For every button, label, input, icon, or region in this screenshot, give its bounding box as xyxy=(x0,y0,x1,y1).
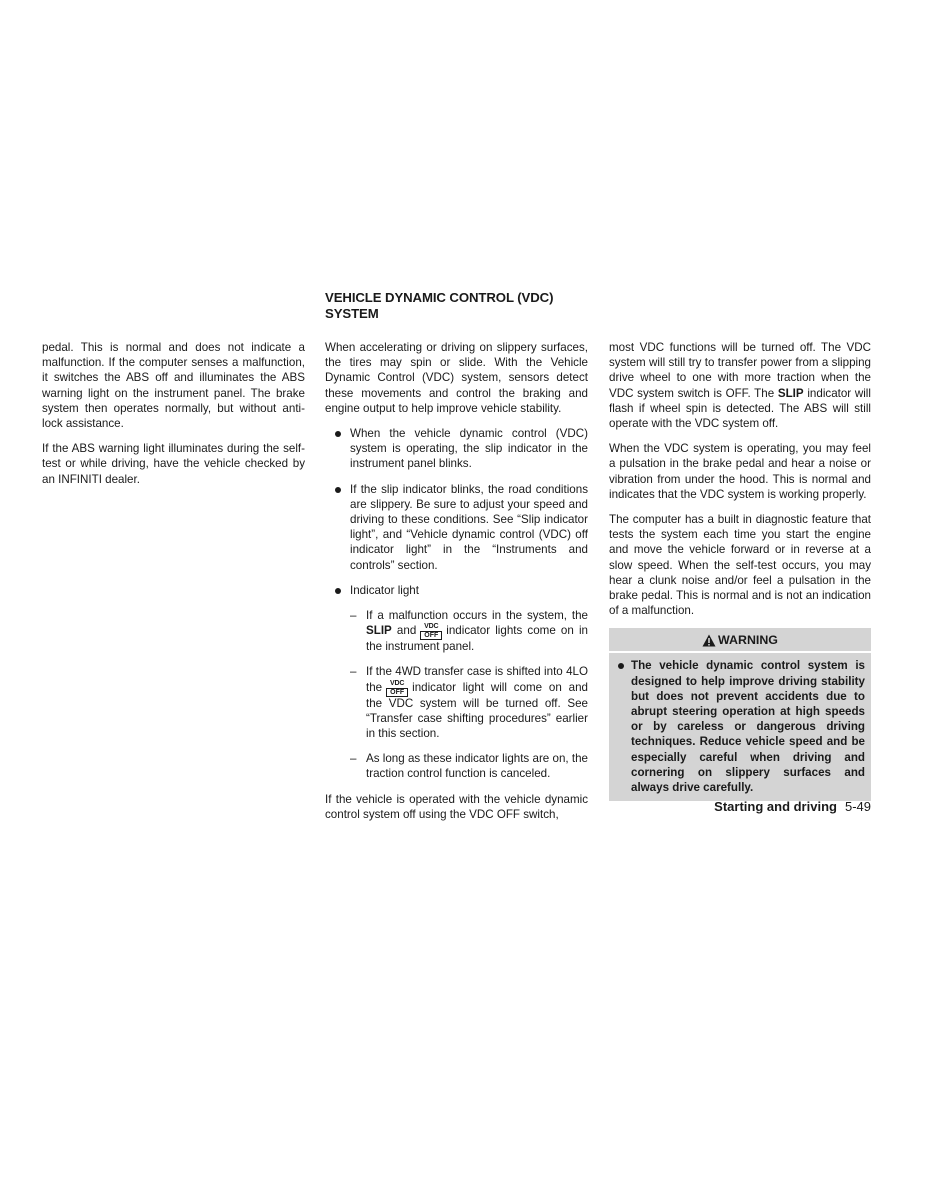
vdc-icon-label: VDC xyxy=(424,623,439,631)
off-icon-label: OFF xyxy=(420,631,442,640)
warning-box xyxy=(609,628,871,801)
sub-item-text: If a malfunction occurs in the system, the xyxy=(366,609,588,623)
sub-list-item xyxy=(350,751,588,781)
dash-marker: – xyxy=(350,665,357,679)
paragraph-vdc-intro: When accelerating or driving on slippery surfaces, the tires may spin or slide. With the Vehicle Dynamic Control (VDC) system, sensors detect these movements and control the braking and engine output to help improve vehicle stability. xyxy=(325,341,588,415)
page-footer xyxy=(714,799,871,815)
column-right xyxy=(609,340,871,801)
dash-marker: – xyxy=(350,752,357,766)
paragraph-text: most VDC functions will be turned off. The VDC system will still try to transfer power from a slipping drive wheel to one with more traction when the VDC system switch is OFF. The xyxy=(609,341,871,400)
bullet-icon xyxy=(335,487,341,493)
list-item xyxy=(325,583,588,782)
list-item-text: When the vehicle dynamic control (VDC) system is operating, the slip indicator in the instrument panel blinks. xyxy=(350,427,588,471)
sub-item-text: indicator light will come on and the VDC system will be turned off. See “Transfer case shifting procedures” earlier in this section. xyxy=(366,680,588,741)
warning-triangle-icon xyxy=(702,634,716,647)
paragraph-abs-malfunction: pedal. This is normal and does not indicate a malfunction. If the computer senses a malfunction, it switches the ABS off and illuminates the ABS warning light on the instrument panel. The brake system then operates normally, but without anti-lock assistance. xyxy=(42,341,305,431)
list-item-text: Indicator light xyxy=(350,583,419,597)
column-middle xyxy=(325,340,588,832)
vdc-off-icon xyxy=(386,680,408,696)
sub-item-text: As long as these indicator lights are on, the traction control function is canceled. xyxy=(366,752,588,781)
paragraph-self-test: The computer has a built in diagnostic feature that tests the system each time you start the engine and move the vehicle forward or in reverse at a slow speed. When the self-test occurs, you may hear a clunk noise and/or feel a pulsation in the brake pedal. This is normal and is not an indication of a malfunction. xyxy=(609,513,871,618)
column-left xyxy=(42,340,305,497)
paragraph-vdc-pulsation: When the VDC system is operating, you may feel a pulsation in the brake pedal and hear a noise or vibration from under the hood. This is normal and indicates that the VDC system is working properly. xyxy=(609,442,871,501)
page-number: 5-49 xyxy=(844,799,871,814)
sub-item-text: indicator lights come on in the instrument panel. xyxy=(366,624,588,654)
paragraph-abs-warning-light: If the ABS warning light illuminates during the self-test or while driving, have the vehicle checked by an INFINITI dealer. xyxy=(42,442,305,486)
footer-section-name: Starting and driving xyxy=(714,799,837,814)
vdc-bullet-list xyxy=(325,426,588,782)
warning-title-text: WARNING xyxy=(718,633,778,648)
section-heading-vdc: VEHICLE DYNAMIC CONTROL (VDC) SYSTEM xyxy=(325,290,554,321)
slip-label: SLIP xyxy=(366,624,392,638)
list-item-text: If the slip indicator blinks, the road conditions are slippery. Be sure to adjust your speed and driving to these conditions. See “Slip indicator light”, and “Vehicle dynamic control (VDC) off indicator light” in the “Instruments and controls” section. xyxy=(350,482,588,572)
paragraph-vdc-functions-off xyxy=(609,340,871,431)
warning-title xyxy=(609,628,871,653)
warning-body xyxy=(613,653,867,797)
list-item xyxy=(325,426,588,472)
list-item xyxy=(325,482,588,573)
sub-item-text: If the 4WD transfer case is shifted into 4LO the xyxy=(366,665,588,694)
bullet-icon xyxy=(335,588,341,594)
bullet-icon xyxy=(618,663,624,669)
off-icon-label: OFF xyxy=(386,688,408,697)
vdc-off-icon xyxy=(420,623,442,639)
sub-list-item xyxy=(350,664,588,741)
paragraph-text: indicator will flash if wheel spin is detected. The ABS will still operate with the VDC system off. xyxy=(609,386,871,431)
bullet-icon xyxy=(335,431,341,437)
paragraph-vdc-off-switch: If the vehicle is operated with the vehicle dynamic control system off using the VDC OFF switch, xyxy=(325,792,588,821)
warning-text: The vehicle dynamic control system is designed to help improve driving stability but does not prevent accidents due to abrupt steering operation at high speeds or by careless or dangerous driving techniques. Reduce vehicle speed and be especially careful when driving and cornering on slippery surfaces and always drive carefully. xyxy=(631,659,865,795)
indicator-sub-list xyxy=(350,608,588,782)
slip-label: SLIP xyxy=(777,386,804,400)
vdc-icon-label: VDC xyxy=(390,679,405,687)
sub-list-item xyxy=(350,608,588,654)
sub-item-text: and xyxy=(396,624,417,638)
dash-marker: – xyxy=(350,609,357,623)
